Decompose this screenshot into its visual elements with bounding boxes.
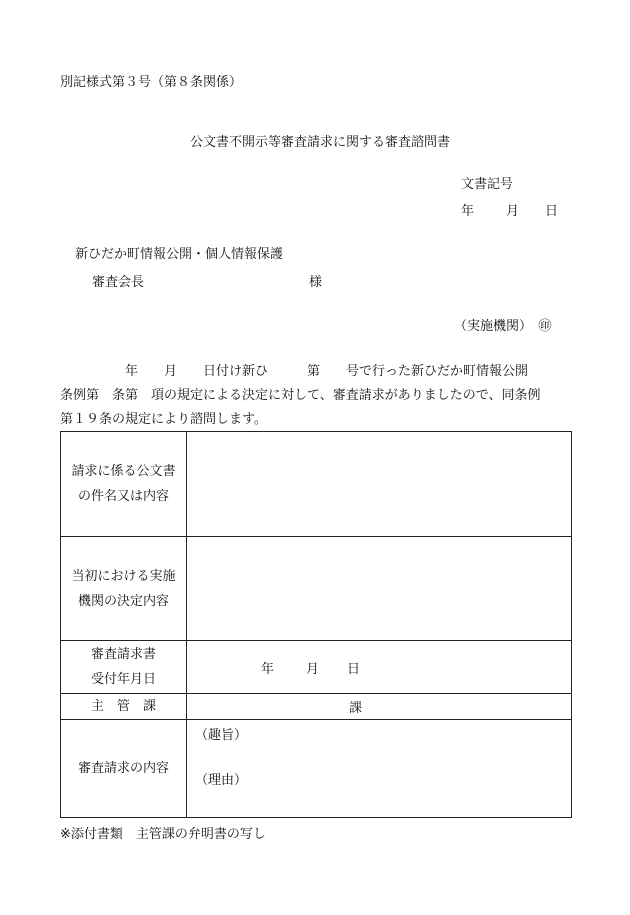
addressee-line-2: 審査会長 — [92, 275, 145, 290]
purpose-note: （趣旨） — [195, 728, 248, 743]
request-content-value[interactable] — [187, 720, 572, 818]
department-suffix: 課 — [349, 701, 363, 716]
department-value[interactable] — [187, 694, 572, 720]
sender-agency: （実施機関） ㊞ — [454, 319, 552, 334]
request-content-label: 審査請求の内容 — [61, 720, 187, 818]
body-paragraph — [60, 360, 580, 432]
table-row — [61, 432, 572, 537]
table-row — [61, 537, 572, 641]
body-line-1: 年 月 日付け新ひ 第 号で行った新ひだか町情報公開 — [60, 364, 529, 379]
body-line-3: 第１９条の規定により諮問します。 — [60, 412, 267, 427]
attachment-note: ※添付書類 主管課の弁明書の写し — [60, 827, 266, 842]
document-number-label: 文書記号 — [461, 177, 514, 192]
receipt-year: 年 — [261, 661, 275, 677]
document-title: 公文書不開示等審査請求に関する審査諮問書 — [189, 135, 450, 150]
receipt-date-label: 審査請求書 受付年月日 — [61, 641, 187, 694]
body-line-2: 条例第 条第 項の規定による決定に対して、審査請求がありましたので、同条例 — [60, 388, 541, 403]
form-reference: 別記様式第３号（第８条関係） — [60, 75, 243, 90]
table-row — [61, 694, 572, 720]
addressee-line-1: 新ひだか町情報公開・個人情報保護 — [75, 247, 284, 262]
date-year: 年 — [461, 204, 475, 219]
date-month: 月 — [506, 204, 520, 219]
table-row — [61, 641, 572, 694]
receipt-day: 日 — [347, 661, 361, 677]
consultation-form-table — [60, 431, 572, 818]
receipt-month: 月 — [306, 661, 320, 677]
initial-decision-label: 当初における実施 機関の決定内容 — [61, 537, 187, 641]
date-day: 日 — [545, 204, 559, 219]
initial-decision-value[interactable] — [187, 537, 572, 641]
reason-note: （理由） — [195, 773, 248, 788]
table-row — [61, 720, 572, 818]
addressee-honorific: 様 — [309, 275, 323, 290]
department-label: 主 管 課 — [61, 694, 187, 720]
document-date — [461, 200, 558, 219]
subject-label: 請求に係る公文書 の件名又は内容 — [61, 432, 187, 537]
subject-value[interactable] — [187, 432, 572, 537]
receipt-date-value[interactable] — [187, 641, 572, 694]
